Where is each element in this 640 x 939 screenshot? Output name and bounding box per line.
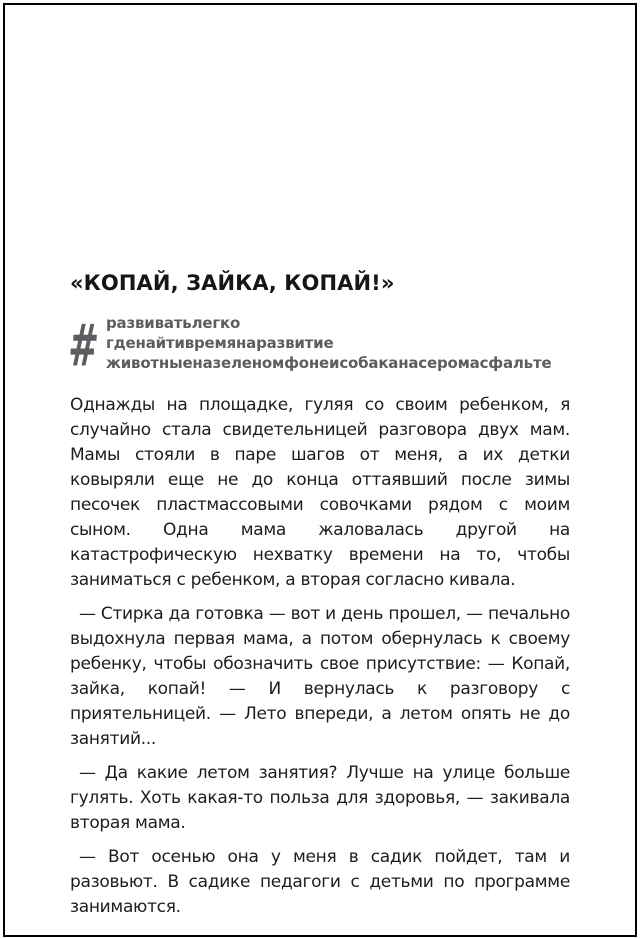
- body-paragraph-1: Однажды на площадке, гуляя со своим ребенком, я случайно стала свидетельницей разговора двух мам. Мамы стояли в паре шагов от меня, а их детки ковыряли еще не до конца оттаявший после зимы песочек пластмассовыми совочками рядом с моим сыном. Одна мама жаловалась другой на катастрофическую нехватку времени на то, чтобы заниматься с ребенком, а вторая согласно кивала.: [70, 395, 570, 590]
- body-paragraph-2: — Стирка да готовка — вот и день прошел, — печально выдохнула первая мама, а потом обернулась к своему ребенку, чтобы обозначить свое присутствие: — Копай, зайка, копай! — И вернулась к разговору с приятельницей. — Лето впереди, а летом опять не до занятий...: [70, 604, 570, 749]
- body-paragraph-3: — Да какие летом занятия? Лучше на улице больше гулять. Хоть какая-то польза для здоровья, — закивала вторая мама.: [70, 763, 570, 833]
- hashtag-block: [66, 312, 570, 381]
- hash-symbol: #: [66, 312, 101, 381]
- hashtag-line-3: животныеназеленомфонеисобаканасеромасфальте: [106, 354, 552, 372]
- hashtag-line-2: гденайтивремянаразвитие: [106, 334, 334, 352]
- chapter-title: «КОПАЙ, ЗАЙКА, КОПАЙ!»: [70, 271, 395, 295]
- hashtag-lines: [106, 313, 551, 373]
- body-paragraph-4: — Вот осенью она у меня в садик пойдет, там и разовьют. В садике педагоги с детьми по программе занимаются.: [70, 847, 570, 917]
- hash-icon: [66, 312, 106, 381]
- hashtag-line-1: развиватьлегко: [106, 314, 241, 332]
- page-content: [66, 270, 570, 929]
